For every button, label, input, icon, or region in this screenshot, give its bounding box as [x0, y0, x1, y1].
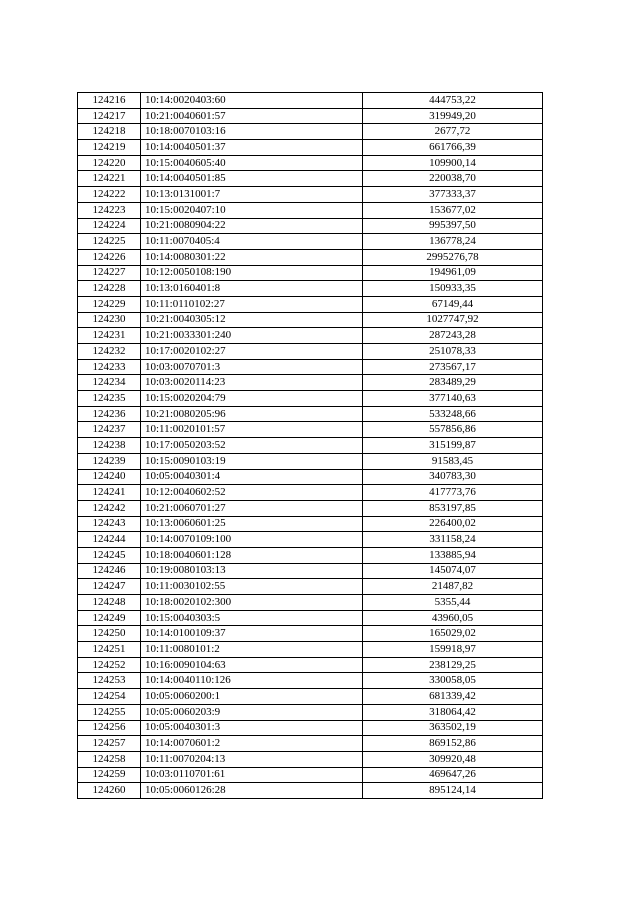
table-row	[78, 720, 543, 736]
row-id-cell: 124243	[78, 516, 141, 532]
row-id-cell: 124253	[78, 673, 141, 689]
cadastral-number-cell: 10:03:0070701:3	[141, 359, 363, 375]
table-row	[78, 736, 543, 752]
row-id-cell: 124233	[78, 359, 141, 375]
cadastral-number-cell: 10:05:0040301:4	[141, 469, 363, 485]
amount-cell: 331158,24	[363, 532, 543, 548]
row-id-cell: 124251	[78, 642, 141, 658]
amount-cell: 557856,86	[363, 422, 543, 438]
cadastral-number-cell: 10:19:0080103:13	[141, 563, 363, 579]
row-id-cell: 124237	[78, 422, 141, 438]
cadastral-number-cell: 10:15:0040303:5	[141, 610, 363, 626]
table-row	[78, 657, 543, 673]
cadastral-number-cell: 10:11:0070405:4	[141, 234, 363, 250]
amount-cell: 1027747,92	[363, 312, 543, 328]
amount-cell: 417773,76	[363, 485, 543, 501]
cadastral-number-cell: 10:11:0020101:57	[141, 422, 363, 438]
row-id-cell: 124259	[78, 767, 141, 783]
cadastral-number-cell: 10:14:0040501:37	[141, 140, 363, 156]
table-row	[78, 375, 543, 391]
row-id-cell: 124232	[78, 344, 141, 360]
table-row	[78, 563, 543, 579]
cadastral-number-cell: 10:11:0080101:2	[141, 642, 363, 658]
row-id-cell: 124248	[78, 595, 141, 611]
table-row	[78, 281, 543, 297]
amount-cell: 273567,17	[363, 359, 543, 375]
amount-cell: 109900,14	[363, 155, 543, 171]
row-id-cell: 124239	[78, 453, 141, 469]
amount-cell: 21487,82	[363, 579, 543, 595]
amount-cell: 853197,85	[363, 500, 543, 516]
row-id-cell: 124247	[78, 579, 141, 595]
amount-cell: 5355,44	[363, 595, 543, 611]
amount-cell: 533248,66	[363, 406, 543, 422]
row-id-cell: 124225	[78, 234, 141, 250]
cadastral-number-cell: 10:14:0070601:2	[141, 736, 363, 752]
table-row	[78, 453, 543, 469]
cadastral-number-cell: 10:18:0040601:128	[141, 547, 363, 563]
amount-cell: 315199,87	[363, 438, 543, 454]
amount-cell: 2995276,78	[363, 249, 543, 265]
amount-cell: 283489,29	[363, 375, 543, 391]
row-id-cell: 124249	[78, 610, 141, 626]
table-row	[78, 767, 543, 783]
row-id-cell: 124220	[78, 155, 141, 171]
cadastral-number-cell: 10:12:0040602:52	[141, 485, 363, 501]
amount-cell: 377333,37	[363, 187, 543, 203]
table-body	[78, 93, 543, 799]
amount-cell: 145074,07	[363, 563, 543, 579]
table-row	[78, 93, 543, 109]
row-id-cell: 124236	[78, 406, 141, 422]
row-id-cell: 124254	[78, 689, 141, 705]
table-row	[78, 610, 543, 626]
cadastral-number-cell: 10:18:0070103:16	[141, 124, 363, 140]
row-id-cell: 124219	[78, 140, 141, 156]
row-id-cell: 124252	[78, 657, 141, 673]
cadastral-number-cell: 10:21:0080904:22	[141, 218, 363, 234]
amount-cell: 220038,70	[363, 171, 543, 187]
row-id-cell: 124234	[78, 375, 141, 391]
amount-cell: 159918,97	[363, 642, 543, 658]
amount-cell: 165029,02	[363, 626, 543, 642]
amount-cell: 194961,09	[363, 265, 543, 281]
table-row	[78, 532, 543, 548]
cadastral-number-cell: 10:13:0060601:25	[141, 516, 363, 532]
row-id-cell: 124216	[78, 93, 141, 109]
amount-cell: 895124,14	[363, 783, 543, 799]
cadastral-number-cell: 10:05:0060126:28	[141, 783, 363, 799]
amount-cell: 226400,02	[363, 516, 543, 532]
cadastral-number-cell: 10:21:0040601:57	[141, 108, 363, 124]
table-row	[78, 359, 543, 375]
table-row	[78, 422, 543, 438]
amount-cell: 869152,86	[363, 736, 543, 752]
amount-cell: 363502,19	[363, 720, 543, 736]
cadastral-number-cell: 10:17:0020102:27	[141, 344, 363, 360]
cadastral-number-cell: 10:03:0020114:23	[141, 375, 363, 391]
cadastral-number-cell: 10:17:0050203:52	[141, 438, 363, 454]
cadastral-number-cell: 10:18:0020102:300	[141, 595, 363, 611]
table-row	[78, 579, 543, 595]
row-id-cell: 124244	[78, 532, 141, 548]
cadastral-number-cell: 10:14:0040501:85	[141, 171, 363, 187]
cadastral-number-cell: 10:13:0131001:7	[141, 187, 363, 203]
table-row	[78, 438, 543, 454]
table-row	[78, 391, 543, 407]
cadastral-number-cell: 10:14:0100109:37	[141, 626, 363, 642]
table-row	[78, 485, 543, 501]
table-row	[78, 140, 543, 156]
table-row	[78, 171, 543, 187]
cadastral-number-cell: 10:15:0020407:10	[141, 202, 363, 218]
amount-cell: 150933,35	[363, 281, 543, 297]
table-row	[78, 595, 543, 611]
amount-cell: 340783,30	[363, 469, 543, 485]
row-id-cell: 124255	[78, 704, 141, 720]
table-row	[78, 689, 543, 705]
cadastral-number-cell: 10:16:0090104:63	[141, 657, 363, 673]
row-id-cell: 124245	[78, 547, 141, 563]
amount-cell: 469647,26	[363, 767, 543, 783]
row-id-cell: 124217	[78, 108, 141, 124]
row-id-cell: 124230	[78, 312, 141, 328]
amount-cell: 444753,22	[363, 93, 543, 109]
table-row	[78, 406, 543, 422]
amount-cell: 91583,45	[363, 453, 543, 469]
row-id-cell: 124223	[78, 202, 141, 218]
cadastral-number-cell: 10:21:0040305:12	[141, 312, 363, 328]
cadastral-number-cell: 10:05:0060203:9	[141, 704, 363, 720]
data-table	[77, 92, 543, 799]
table-row	[78, 328, 543, 344]
cadastral-number-cell: 10:21:0060701:27	[141, 500, 363, 516]
row-id-cell: 124250	[78, 626, 141, 642]
table-row	[78, 626, 543, 642]
table-row	[78, 500, 543, 516]
cadastral-number-cell: 10:03:0110701:61	[141, 767, 363, 783]
table-row	[78, 234, 543, 250]
amount-cell: 43960,05	[363, 610, 543, 626]
row-id-cell: 124260	[78, 783, 141, 799]
table-row	[78, 218, 543, 234]
table-row	[78, 202, 543, 218]
table-row	[78, 155, 543, 171]
table-row	[78, 124, 543, 140]
cadastral-number-cell: 10:14:0080301:22	[141, 249, 363, 265]
row-id-cell: 124256	[78, 720, 141, 736]
row-id-cell: 124228	[78, 281, 141, 297]
amount-cell: 136778,24	[363, 234, 543, 250]
amount-cell: 377140,63	[363, 391, 543, 407]
row-id-cell: 124257	[78, 736, 141, 752]
row-id-cell: 124224	[78, 218, 141, 234]
table-row	[78, 296, 543, 312]
cadastral-number-cell: 10:11:0110102:27	[141, 296, 363, 312]
cadastral-number-cell: 10:21:0080205:96	[141, 406, 363, 422]
row-id-cell: 124258	[78, 751, 141, 767]
amount-cell: 67149,44	[363, 296, 543, 312]
table-row	[78, 344, 543, 360]
amount-cell: 251078,33	[363, 344, 543, 360]
table-row	[78, 187, 543, 203]
row-id-cell: 124229	[78, 296, 141, 312]
amount-cell: 661766,39	[363, 140, 543, 156]
cadastral-number-cell: 10:05:0040301:3	[141, 720, 363, 736]
cadastral-number-cell: 10:14:0040110:126	[141, 673, 363, 689]
table-row	[78, 249, 543, 265]
row-id-cell: 124246	[78, 563, 141, 579]
table-row	[78, 516, 543, 532]
cadastral-number-cell: 10:12:0050108:190	[141, 265, 363, 281]
amount-cell: 287243,28	[363, 328, 543, 344]
cadastral-number-cell: 10:15:0020204:79	[141, 391, 363, 407]
amount-cell: 153677,02	[363, 202, 543, 218]
row-id-cell: 124235	[78, 391, 141, 407]
cadastral-number-cell: 10:11:0070204:13	[141, 751, 363, 767]
amount-cell: 318064,42	[363, 704, 543, 720]
cadastral-number-cell: 10:15:0090103:19	[141, 453, 363, 469]
row-id-cell: 124227	[78, 265, 141, 281]
amount-cell: 2677,72	[363, 124, 543, 140]
amount-cell: 319949,20	[363, 108, 543, 124]
row-id-cell: 124226	[78, 249, 141, 265]
table-row	[78, 469, 543, 485]
amount-cell: 995397,50	[363, 218, 543, 234]
amount-cell: 238129,25	[363, 657, 543, 673]
table-row	[78, 108, 543, 124]
row-id-cell: 124221	[78, 171, 141, 187]
amount-cell: 330058,05	[363, 673, 543, 689]
row-id-cell: 124218	[78, 124, 141, 140]
cadastral-number-cell: 10:14:0020403:60	[141, 93, 363, 109]
row-id-cell: 124242	[78, 500, 141, 516]
row-id-cell: 124238	[78, 438, 141, 454]
cadastral-number-cell: 10:14:0070109:100	[141, 532, 363, 548]
amount-cell: 309920,48	[363, 751, 543, 767]
cadastral-number-cell: 10:11:0030102:55	[141, 579, 363, 595]
row-id-cell: 124240	[78, 469, 141, 485]
table-row	[78, 704, 543, 720]
row-id-cell: 124231	[78, 328, 141, 344]
cadastral-number-cell: 10:05:0060200:1	[141, 689, 363, 705]
row-id-cell: 124222	[78, 187, 141, 203]
cadastral-number-cell: 10:21:0033301:240	[141, 328, 363, 344]
table-row	[78, 547, 543, 563]
amount-cell: 133885,94	[363, 547, 543, 563]
table-row	[78, 642, 543, 658]
amount-cell: 681339,42	[363, 689, 543, 705]
table-row	[78, 673, 543, 689]
cadastral-number-cell: 10:13:0160401:8	[141, 281, 363, 297]
table-row	[78, 783, 543, 799]
table-row	[78, 751, 543, 767]
table-row	[78, 312, 543, 328]
row-id-cell: 124241	[78, 485, 141, 501]
cadastral-number-cell: 10:15:0040605:40	[141, 155, 363, 171]
table-row	[78, 265, 543, 281]
